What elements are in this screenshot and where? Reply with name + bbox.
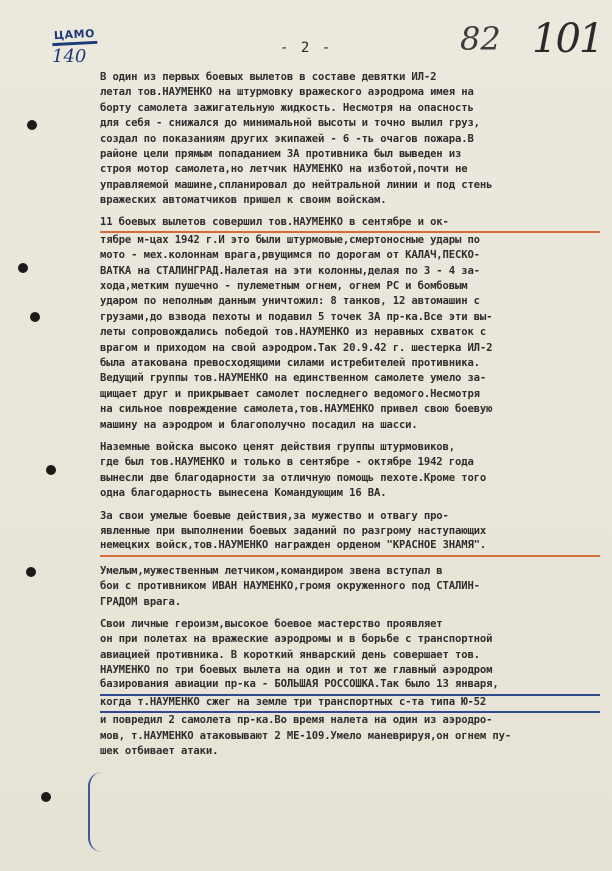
text-line: ударом по неполным данным уничтожил: 8 танков, 12 автомашин с (100, 295, 480, 308)
text-line: мов, т.НАУМЕНКО атаковывают 2 МЕ-109.Умело маневрируя,он огнем пу- (100, 729, 512, 742)
text-line: бои с противником ИВАН НАУМЕНКО,громя окруженного под СТАЛИН- (100, 580, 480, 593)
text-line: он при полетах на вражеские аэродромы и в борьбе с транспортной (100, 633, 493, 646)
text-line: леты сопровождались победой тов.НАУМЕНКО из неравных схваток с (100, 326, 487, 339)
text-line: явленные при выполнении боевых заданий по разгрому наступающих (100, 524, 487, 537)
text-line: летал тов.НАУМЕНКО на штурмовку вражеского аэродрома имея на (100, 86, 474, 99)
text-line: машину на аэродром и благополучно посадил на шасси. (100, 418, 418, 431)
text-line: вражеских автоматчиков пришел к своим войскам. (100, 194, 387, 207)
text-line: борту самолета зажигательную жидкость. Несмотря на опасность (100, 101, 474, 114)
binder-hole (27, 120, 37, 130)
text-line: и повредил 2 самолета пр-ка.Во время налета на один из аэродро- (100, 714, 493, 727)
text-line: Свои личные героизм,высокое боевое мастерство проявляет (100, 617, 443, 630)
text-line: районе цели прямым попаданием ЗА противника был выведен из (100, 147, 462, 160)
text-line-underlined: когда т.НАУМЕНКО сжег на земле три транспортных с-та типа Ю-52 (100, 696, 600, 713)
text-line: шек отбивает атаки. (100, 745, 219, 758)
page-number: - 2 - (280, 40, 333, 56)
text-line: ГРАДОМ врага. (100, 595, 181, 608)
text-line-underlined: 11 боевых вылетов совершил тов.НАУМЕНКО в сентябре и ок- (100, 216, 600, 233)
paragraph (100, 216, 600, 433)
document-body (100, 70, 600, 766)
text-line: создал по показаниям других экипажей - 6 -ть очагов пожара.В (100, 132, 474, 145)
text-line: управляемой машине,спланировал до нейтральной линии и под стень (100, 178, 493, 191)
text-line: вынесли две благодарности за отличную помощь пехоте.Кроме того (100, 471, 487, 484)
text-line: для себя - снижался до минимальной высоты и точно вылил груз, (100, 117, 480, 130)
text-line: щищает друг и прикрывает самолет последнего ведомого.Несмотря (100, 387, 480, 400)
text-line: авиацией противника. В короткий январский день совершает тов. (100, 648, 480, 661)
text-line: За свои умелые боевые действия,за мужество и отвагу про- (100, 509, 449, 522)
paragraph (100, 70, 600, 209)
text-line: Ведущий группы тов.НАУМЕНКО на единственном самолете умело за- (100, 372, 487, 385)
paragraph (100, 440, 600, 502)
archive-stamp: ЦАМО (52, 27, 98, 46)
text-line: мото - мех.колоннам врага,рвущимся по дорогам от КАЛАЧ,ПЕСКО- (100, 249, 480, 262)
text-line: была атакована превосходящими силами истребителей противника. (100, 357, 480, 370)
text-line: тябре м-цах 1942 г.И это были штурмовые,смертоносные удары по (100, 233, 480, 246)
binder-hole (26, 567, 36, 577)
text-line: строя мотор самолета,но летчик НАУМЕНКО на изботой,почти не (100, 163, 468, 176)
margin-bracket-mark (88, 772, 108, 852)
paragraph (100, 509, 600, 557)
handwritten-sheet-number: 82 (460, 20, 501, 58)
text-line-underlined: немецких войск,тов.НАУМЕНКО награжден орденом "КРАСНОЕ ЗНАМЯ". (100, 539, 600, 556)
text-line-underlined: базирования авиации пр-ка - БОЛЬШАЯ РОССОШКА.Так было 13 января, (100, 678, 600, 695)
text-line: на сильное повреждение самолета,тов.НАУМЕНКО привел свою боевую (100, 403, 493, 416)
handwritten-folio-number: 101 (532, 16, 603, 62)
text-line: ВАТКА на СТАЛИНГРАД.Налетая на эти колонны,делая по 3 - 4 за- (100, 264, 480, 277)
text-line: врагом и приходом на свой аэродром.Так 20.9.42 г. шестерка ИЛ-2 (100, 341, 493, 354)
text-line: одна благодарность вынесена Командующим 16 ВА. (100, 487, 387, 500)
text-line: Умелым,мужественным летчиком,командиром звена вступал в (100, 564, 443, 577)
binder-hole (30, 312, 40, 322)
text-line: хода,метким пушечно - пулеметным огнем, огнем РС и бомбовым (100, 280, 468, 293)
paragraph (100, 617, 600, 760)
text-line: Наземные войска высоко ценят действия группы штурмовиков, (100, 440, 455, 453)
text-line: где был тов.НАУМЕНКО и только в сентябре - октябре 1942 года (100, 456, 474, 469)
binder-hole (46, 465, 56, 475)
text-line: НАУМЕНКО по три боевых вылета на один и тот же главный аэродром (100, 664, 493, 677)
paragraph (100, 564, 600, 610)
text-line: В один из первых боевых вылетов в составе девятки ИЛ-2 (100, 71, 437, 83)
binder-hole (41, 792, 51, 802)
binder-hole (18, 263, 28, 273)
text-line: грузами,до взвода пехоты и подавил 5 точек ЗА пр-ка.Все эти вы- (100, 310, 493, 323)
archive-page-number: 140 (52, 46, 87, 67)
